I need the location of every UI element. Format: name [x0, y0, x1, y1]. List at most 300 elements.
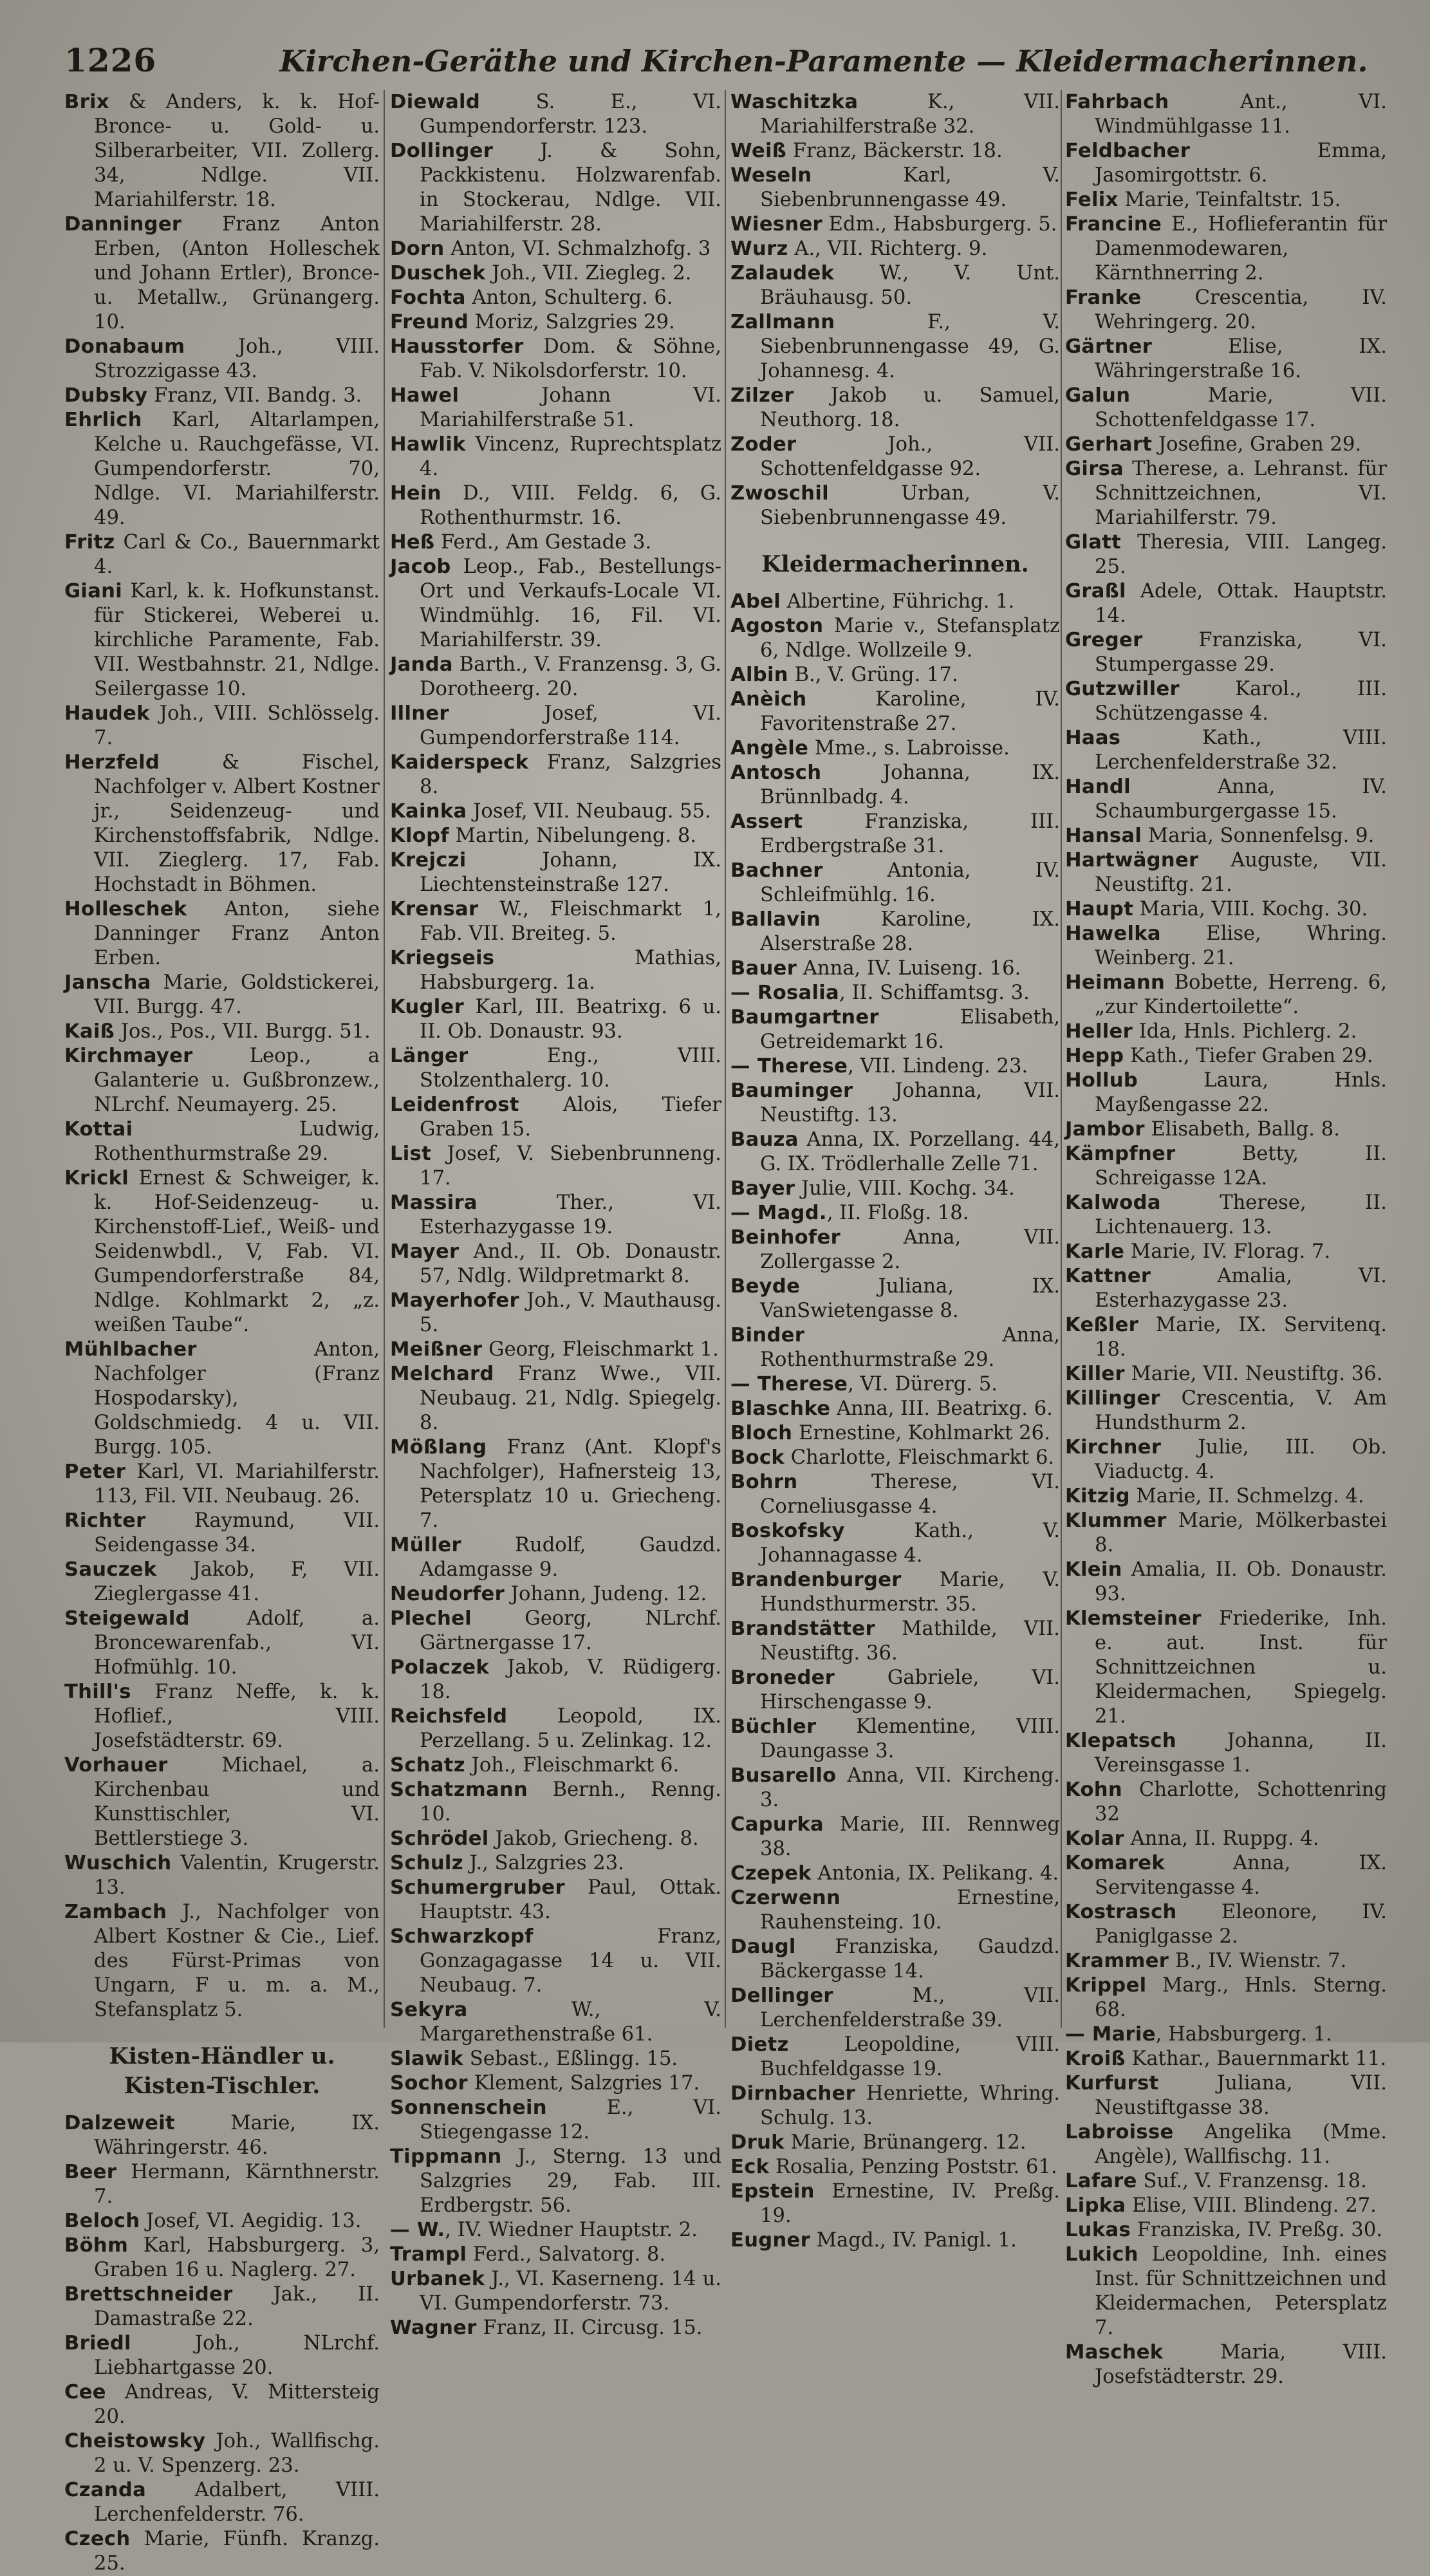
entry-surname: Bayer: [730, 1177, 795, 1200]
directory-entry: [1065, 2194, 1387, 2218]
entry-surname: Tippmann: [390, 2145, 502, 2168]
entry-details: J., Salzgries 23.: [463, 1852, 624, 1874]
entry-details: Magd., IV. Panigl. 1.: [810, 2229, 1017, 2252]
entry-details: Moriz, Salzgries 29.: [469, 311, 675, 333]
entry-surname: Franke: [1065, 286, 1142, 309]
entry-details: Marie, IX. Servitenq. 18.: [1095, 1314, 1387, 1361]
entry-surname: Gärtner: [1065, 335, 1153, 358]
entry-surname: Hollub: [1065, 1069, 1138, 1092]
entry-details: Hermann, Kärnthnerstr. 7.: [94, 2161, 380, 2208]
entry-details: Karl, k. k. Hofkunstanst. für Stickerei, Weberei u. kirchliche Paramente, Fab. VII. Westbahnstr. 21, Ndlge. Seilergasse 10.: [94, 580, 380, 700]
entry-surname: Giani: [64, 580, 123, 602]
entry-surname: Dollinger: [390, 140, 494, 162]
directory-entry: [390, 384, 721, 433]
entry-details: Josef, VI. Aegidig. 13.: [140, 2210, 362, 2232]
directory-entry: [390, 2071, 721, 2096]
entry-surname: Diewald: [390, 91, 481, 113]
directory-entry: [730, 139, 1060, 163]
entry-details: J., VI. Kaserneng. 14 u. VI. Gumpendorferstr. 73.: [420, 2268, 721, 2315]
entry-details: Johanna, VII. Neustiftg. 13.: [760, 1079, 1060, 1126]
entry-surname: Böhm: [64, 2234, 129, 2257]
entry-surname: Zoder: [730, 433, 797, 456]
entry-details: W., V. Unt. Bräuhausg. 50.: [760, 262, 1060, 309]
entry-surname: Duschek: [390, 262, 486, 285]
entry-details: B., V. Grüng. 17.: [788, 664, 958, 686]
entry-details: Anton, Nachfolger (Franz Hospodarsky), Goldschmiedg. 4 u. VII. Burgg. 105.: [94, 1338, 380, 1459]
entry-surname: Briedl: [64, 2332, 131, 2355]
entry-details: Elise, VIII. Blindeng. 27.: [1126, 2194, 1377, 2217]
directory-entry: [64, 1680, 380, 1753]
directory-entry: [730, 1862, 1060, 1886]
directory-entry: [1065, 2047, 1387, 2071]
entry-surname: Zambach: [64, 1901, 167, 1923]
directory-entry: [390, 1093, 721, 1142]
directory-entry: [64, 2160, 380, 2209]
entry-surname: Hawlik: [390, 433, 466, 456]
column-rule: [1061, 90, 1062, 2028]
entry-surname: Baumgartner: [730, 1006, 879, 1029]
page-header: [64, 37, 1390, 95]
entry-surname: Boskofsky: [730, 1520, 845, 1542]
entry-surname: Beer: [64, 2161, 117, 2183]
entry-details: Leop., a Galanterie u. Gußbronzew., NLrchf. Neumayerg. 25.: [94, 1045, 380, 1116]
entry-surname: Cheistowsky: [64, 2430, 206, 2452]
directory-entry: [64, 2282, 380, 2331]
directory-entry: [390, 1704, 721, 1753]
directory-entry: [390, 1240, 721, 1289]
entry-details: Franz, Salzgries 8.: [420, 751, 721, 798]
directory-entry: [64, 530, 380, 579]
entry-surname: Kottai: [64, 1118, 133, 1141]
entry-surname: Bachner: [730, 859, 823, 882]
entry-details: Karl, Habsburgerg. 3, Graben 16 u. Naglerg. 27.: [94, 2234, 380, 2281]
entry-surname: Handl: [1065, 776, 1131, 798]
directory-entry: [390, 2243, 721, 2267]
entry-details: Joh., Fleischmarkt 6.: [465, 1754, 680, 1777]
entry-details: Mme., s. Labroisse.: [808, 737, 1010, 760]
entry-surname: Hepp: [1065, 1045, 1124, 1067]
directory-entry: [1065, 1558, 1387, 1607]
directory-entry: [730, 761, 1060, 810]
entry-details: Amalia, II. Ob. Donaustr. 93.: [1095, 1558, 1387, 1605]
entry-surname: Melchard: [390, 1363, 494, 1385]
entry-details: W., V. Margarethenstraße 61.: [420, 1999, 721, 2046]
entry-details: Joh., Wallfischg. 2 u. V. Spenzerg. 23.: [94, 2430, 380, 2477]
entry-surname: Reichsfeld: [390, 1705, 508, 1728]
entry-surname: Epstein: [730, 2180, 815, 2203]
directory-entry: [1065, 1362, 1387, 1386]
column-rule: [725, 90, 726, 2028]
directory-entry: [1065, 1191, 1387, 1240]
entry-details: Edm., Habsburgerg. 5.: [822, 213, 1057, 236]
entry-surname: Ehrlich: [64, 409, 142, 431]
entry-surname: Brandenburger: [730, 1569, 902, 1591]
directory-entry: [730, 1984, 1060, 2033]
entry-surname: Weseln: [730, 164, 812, 187]
directory-entry: [730, 310, 1060, 384]
entry-surname: Krensar: [390, 898, 479, 920]
page-number: 1226: [64, 41, 157, 79]
directory-entry: [730, 2155, 1060, 2179]
directory-entry: [64, 384, 380, 408]
entry-surname: Länger: [390, 1045, 469, 1067]
directory-entry: [730, 2228, 1060, 2253]
directory-entry: [730, 614, 1060, 663]
directory-entry: [64, 1558, 380, 1607]
entry-details: J., Nachfolger von Albert Kostner & Cie., Lief. des Fürst-Primas von Ungarn, F u. m. a. M., Stefansplatz 5.: [94, 1901, 380, 2021]
directory-entry: [64, 897, 380, 971]
directory-entry: [390, 1191, 721, 1240]
directory-entry: [390, 481, 721, 530]
entry-surname: Fahrbach: [1065, 91, 1169, 113]
entry-details: Joh., V. Mauthausg. 5.: [420, 1289, 721, 1336]
entry-details: Therese, a. Lehranst. für Schnittzeichnen, VI. Mariahilferstr. 79.: [1095, 458, 1387, 529]
directory-entry: [390, 1607, 721, 1656]
entry-details: Ther., VI. Esterhazygasse 19.: [420, 1191, 721, 1238]
directory-entry: [390, 1582, 721, 1607]
entry-surname: Meißner: [390, 1338, 483, 1361]
entry-details: Marie, Fünfh. Kranzg. 25.: [94, 2528, 380, 2575]
directory-entry: [64, 751, 380, 897]
entry-surname: Leidenfrost: [390, 1094, 519, 1116]
directory-entry: [730, 1128, 1060, 1177]
directory-entry: [390, 335, 721, 384]
entry-details: Valentin, Krugerstr. 13.: [94, 1852, 380, 1899]
directory-entry: [64, 2429, 380, 2478]
directory-entry: [390, 946, 721, 995]
entry-surname: Girsa: [1065, 458, 1124, 480]
entry-details: Albertine, Führichg. 1.: [781, 590, 1015, 613]
entry-details: And., II. Ob. Donaustr. 57, Ndlg. Wildpretmarkt 8.: [420, 1240, 721, 1287]
directory-entry: [730, 1813, 1060, 1862]
entry-surname: Dorn: [390, 238, 445, 260]
entry-details: Joh., VII. Schottenfeldgasse 92.: [760, 433, 1060, 480]
entry-surname: Hartwägner: [1065, 849, 1199, 872]
entry-details: Marie, IV. Florag. 7.: [1124, 1240, 1331, 1263]
entry-details: Amalia, VI. Esterhazygasse 23.: [1095, 1265, 1387, 1312]
directory-entry: [730, 1446, 1060, 1470]
entry-surname: Hansal: [1065, 825, 1142, 847]
entry-surname: Klein: [1065, 1558, 1122, 1581]
entry-details: Henriette, Whring. Schulg. 13.: [760, 2082, 1060, 2129]
directory-entry: [390, 2096, 721, 2145]
entry-details: Franz Wwe., VII. Neubaug. 21, Ndlg. Spiegelg. 8.: [420, 1363, 721, 1434]
directory-entry: [730, 957, 1060, 981]
entry-details: Johann, Judeng. 12.: [505, 1583, 707, 1605]
directory-entry: [730, 163, 1060, 212]
directory-entry: [390, 1362, 721, 1435]
entry-surname: Felix: [1065, 189, 1119, 211]
directory-entry: [730, 1005, 1060, 1054]
entry-surname: Anèich: [730, 688, 807, 711]
entry-surname: Angèle: [730, 737, 809, 760]
directory-entry: [730, 237, 1060, 261]
entry-details: E., VI. Stiegengasse 12.: [420, 2096, 721, 2143]
entry-details: M., VII. Lerchenfelderstraße 39.: [760, 1984, 1060, 2031]
entry-surname: Hawel: [390, 384, 460, 407]
directory-entry: [390, 1876, 721, 1925]
entry-details: Eng., VIII. Stolzenthalerg. 10.: [420, 1045, 721, 1092]
entry-details: Franz, Gonzagagasse 14 u. VII. Neubaug. 7.: [420, 1925, 721, 1997]
entry-surname: Czerwenn: [730, 1887, 841, 1909]
directory-entry: [1065, 922, 1387, 971]
directory-entry: [730, 2082, 1060, 2131]
entry-surname: Neudorfer: [390, 1583, 505, 1605]
entry-surname: Hawelka: [1065, 922, 1161, 945]
entry-details: Marie, Teinfaltstr. 15.: [1118, 189, 1341, 211]
directory-entry: [1065, 1142, 1387, 1191]
entry-details: Kath., V. Johannagasse 4.: [760, 1520, 1060, 1567]
entry-details: Kath., Tiefer Graben 29.: [1124, 1045, 1373, 1067]
entry-surname: Thill's: [64, 1681, 131, 1703]
entry-details: Leopoldine, Inh. eines Inst. für Schnittzeichnen und Kleidermachen, Petersplatz 7.: [1095, 2243, 1387, 2339]
directory-entry: [1065, 1851, 1387, 1900]
directory-entry: [730, 859, 1060, 908]
directory-entry: [1065, 1509, 1387, 1558]
entry-details: , Habsburgerg. 1.: [1155, 2023, 1332, 2046]
directory-entry: [730, 908, 1060, 957]
entry-surname: Gutzwiller: [1065, 678, 1180, 700]
entry-details: , II. Schiffamtsg. 3.: [839, 982, 1030, 1004]
directory-entry: [390, 995, 721, 1044]
entry-surname: Trampl: [390, 2243, 467, 2266]
entry-surname: Haudek: [64, 702, 150, 725]
directory-entry: [1065, 212, 1387, 286]
entry-surname: Sochor: [390, 2072, 468, 2095]
entry-surname: Herzfeld: [64, 751, 160, 774]
directory-entry: [390, 702, 721, 751]
entry-surname: Steigewald: [64, 1607, 190, 1630]
entry-surname: Zilzer: [730, 384, 794, 407]
entry-details: Anna, IX. Servitengasse 4.: [1095, 1852, 1387, 1899]
entry-surname: Kroiß: [1065, 2048, 1126, 2070]
directory-entry: [730, 981, 1060, 1005]
directory-entry: [730, 1201, 1060, 1226]
entry-details: Anna, VII. Kircheng. 3.: [760, 1764, 1060, 1811]
entry-details: Karoline, IV. Favoritenstraße 27.: [760, 688, 1060, 735]
entry-details: Vincenz, Ruprechtsplatz 4.: [420, 433, 721, 480]
entry-details: Marie, VII. Neustiftg. 36.: [1124, 1363, 1383, 1385]
directory-entry: [64, 1607, 380, 1680]
directory-entry: [64, 1900, 380, 2022]
directory-entry: [64, 1044, 380, 1117]
entry-details: Marg., Hnls. Sterng. 68.: [1095, 1974, 1387, 2021]
directory-entry: [390, 1998, 721, 2047]
entry-surname: Schrödel: [390, 1827, 489, 1850]
entry-details: Maria, VIII. Josefstädterstr. 29.: [1095, 2341, 1387, 2388]
entry-details: Ida, Hnls. Pichlerg. 2.: [1132, 1020, 1357, 1043]
entry-details: & Fischel, Nachfolger v. Albert Kostner jr., Seidenzeug- und Kirchenstoffsfabrik, Ndlge. VII. Zieglerg. 17, Fab. Hochstadt in Böhmen.: [94, 751, 380, 896]
entry-surname: Antosch: [730, 761, 822, 784]
directory-entry: [390, 530, 721, 555]
entry-surname: Haas: [1065, 727, 1121, 749]
directory-entry: [730, 90, 1060, 139]
entry-surname: Klepatsch: [1065, 1730, 1176, 1752]
entry-surname: Illner: [390, 702, 449, 725]
entry-details: Ernestine, IV. Preßg. 19.: [760, 2180, 1060, 2227]
directory-entry: [390, 1044, 721, 1093]
entry-details: B., IV. Wienstr. 7.: [1169, 1950, 1347, 1972]
entry-surname: Schumergruber: [390, 1876, 565, 1899]
entry-details: Ernestine, Rauhensteing. 10.: [760, 1887, 1060, 1934]
entry-surname: — Marie: [1065, 2023, 1156, 2046]
directory-entry: [390, 897, 721, 946]
entry-surname: Dirnbacher: [730, 2082, 856, 2105]
entry-details: Carl & Co., Bauernmarkt 4.: [94, 531, 380, 578]
directory-entry: [390, 261, 721, 286]
directory-entry: [64, 2331, 380, 2380]
entry-surname: — W.: [390, 2219, 445, 2241]
directory-entry: [390, 1656, 721, 1704]
entry-surname: Binder: [730, 1324, 805, 1347]
entry-surname: Danninger: [64, 213, 182, 236]
entry-details: Klementine, VIII. Daungasse 3.: [760, 1715, 1060, 1762]
entry-details: Marie, V. Hundsthurmerstr. 35.: [760, 1569, 1060, 1616]
entry-surname: — Rosalia: [730, 982, 839, 1004]
entry-details: Laura, Hnls. Mayßengasse 22.: [1095, 1069, 1387, 1116]
directory-entry: [64, 1851, 380, 1900]
entry-surname: Agoston: [730, 615, 824, 637]
entry-details: A., VII. Richterg. 9.: [788, 238, 988, 260]
entry-details: Mathias, Habsburgerg. 1a.: [420, 947, 721, 994]
entry-surname: Czanda: [64, 2479, 147, 2501]
entry-surname: Fochta: [390, 286, 466, 309]
entry-details: Karl, VI. Mariahilferstr. 113, Fil. VII. Neubaug. 26.: [94, 1461, 380, 1507]
entry-details: , IV. Wiedner Hauptstr. 2.: [445, 2219, 698, 2241]
directory-entry: [730, 1421, 1060, 1446]
directory-entry: [1065, 188, 1387, 212]
directory-entry: [390, 2267, 721, 2316]
entry-details: Theresia, VIII. Langeg. 25.: [1095, 531, 1387, 578]
entry-details: D., VIII. Feldg. 6, G. Rothenthurmstr. 16.: [420, 482, 721, 529]
directory-entry: [1065, 530, 1387, 579]
entry-surname: Sauczek: [64, 1558, 157, 1581]
entry-details: Emma, Jasomirgottstr. 6.: [1095, 140, 1387, 187]
directory-entry: [1065, 1240, 1387, 1264]
entry-surname: Karle: [1065, 1240, 1125, 1263]
entry-details: Marie, Goldstickerei, VII. Burgg. 47.: [94, 971, 380, 1018]
entry-details: Maria, VIII. Kochg. 30.: [1133, 898, 1368, 920]
entry-details: Dom. & Söhne, Fab. V. Nikolsdorferstr. 10.: [420, 335, 721, 382]
directory-entry: [390, 139, 721, 237]
entry-surname: Peter: [64, 1461, 126, 1483]
entry-surname: Brandstätter: [730, 1618, 875, 1640]
entry-surname: Büchler: [730, 1715, 817, 1738]
entry-surname: Klemsteiner: [1065, 1607, 1202, 1630]
entry-details: Gabriele, VI. Hirschengasse 9.: [760, 1666, 1060, 1713]
directory-entry: [390, 1338, 721, 1362]
entry-details: Johanna, II. Vereinsgasse 1.: [1095, 1730, 1387, 1777]
entry-surname: Janscha: [64, 971, 151, 994]
directory-entry: [1065, 2218, 1387, 2243]
directory-entry: [390, 555, 721, 653]
directory-entry: [730, 1617, 1060, 1666]
entry-surname: Hausstorfer: [390, 335, 524, 358]
entry-details: Sebast., Eßlingg. 15.: [463, 2048, 678, 2070]
entry-details: Franz, Bäckerstr. 18.: [786, 140, 1003, 162]
directory-entry: [64, 2234, 380, 2282]
entry-details: , VI. Dürerg. 5.: [848, 1373, 998, 1395]
entry-surname: Massira: [390, 1191, 478, 1214]
entry-details: Karoline, IX. Alserstraße 28.: [760, 908, 1060, 955]
directory-entry: [730, 1323, 1060, 1372]
entry-details: Juliana, IX. VanSwietengasse 8.: [760, 1275, 1060, 1322]
entry-surname: Kalwoda: [1065, 1191, 1161, 1214]
directory-entry: [1065, 1484, 1387, 1509]
column-4: [1065, 90, 1387, 2388]
entry-details: Anna, IX. Porzellang. 44, G. IX. Trödlerhalle Zelle 71.: [760, 1128, 1060, 1175]
entry-surname: Bauminger: [730, 1079, 853, 1102]
entry-details: Georg, Fleischmarkt 1.: [482, 1338, 719, 1361]
directory-entry: [730, 1568, 1060, 1617]
entry-surname: Glatt: [1065, 531, 1121, 554]
entry-surname: Bauer: [730, 957, 797, 980]
entry-surname: Schulz: [390, 1852, 463, 1874]
directory-entry: [64, 335, 380, 384]
directory-entry: [730, 1079, 1060, 1128]
entry-details: Betty, II. Schreigasse 12A.: [1095, 1143, 1387, 1190]
directory-entry: [1065, 897, 1387, 922]
entry-details: Kath., VIII. Lerchenfelderstraße 32.: [1095, 727, 1387, 774]
entry-details: Kathar., Bauernmarkt 11.: [1125, 2048, 1387, 2070]
directory-entry: [730, 1177, 1060, 1201]
entry-surname: Eck: [730, 2156, 770, 2178]
entry-surname: Kaiß: [64, 1020, 115, 1043]
section-heading: Kleidermacherinnen.: [761, 551, 1029, 577]
entry-details: Joh., VIII. Strozzigasse 43.: [94, 335, 380, 382]
entry-surname: Krejczi: [390, 849, 467, 872]
entry-details: Martin, Nibelungeng. 8.: [449, 825, 697, 847]
directory-entry: [1065, 1900, 1387, 1949]
directory-entry: [390, 1435, 721, 1533]
directory-entry: [1065, 2243, 1387, 2340]
entry-surname: Sonnenschein: [390, 2096, 547, 2119]
entry-details: Franziska, IV. Preßg. 30.: [1130, 2219, 1383, 2241]
entry-surname: Donabaum: [64, 335, 185, 358]
directory-entry: [1065, 1264, 1387, 1313]
entry-details: Julie, VIII. Kochg. 34.: [795, 1177, 1015, 1200]
entry-surname: Weiß: [730, 140, 787, 162]
directory-entry: [390, 1533, 721, 1582]
directory-entry: [730, 1764, 1060, 1813]
entry-surname: Kitzig: [1065, 1485, 1130, 1507]
directory-entry: [64, 579, 380, 702]
entry-details: Leop., Fab., Bestellungs-Ort und Verkaufs-Locale VI. Windmühlg. 16, Fil. VI. Mariahilferstr. 39.: [420, 555, 721, 651]
entry-surname: Krickl: [64, 1167, 129, 1190]
entry-details: Marie, VII. Schottenfeldgasse 17.: [1095, 384, 1387, 431]
entry-surname: Kämpfner: [1065, 1143, 1176, 1165]
entry-details: Urban, V. Siebenbrunnengasse 49.: [760, 482, 1060, 529]
entry-surname: — Therese: [730, 1373, 848, 1395]
directory-entry: [1065, 2022, 1387, 2047]
entry-surname: Kirchner: [1065, 1436, 1162, 1459]
entry-surname: Heller: [1065, 1020, 1133, 1043]
entry-details: Johann, IX. Liechtensteinstraße 127.: [420, 849, 721, 896]
entry-surname: Haupt: [1065, 898, 1134, 920]
directory-entry: [730, 1274, 1060, 1323]
directory-entry: [390, 1778, 721, 1827]
entry-surname: Busarello: [730, 1764, 837, 1787]
directory-entry: [1065, 1313, 1387, 1362]
directory-entry: [1065, 1117, 1387, 1142]
entry-details: Marie, III. Rennweg 38.: [760, 1813, 1060, 1860]
entry-surname: Gerhart: [1065, 433, 1153, 456]
directory-entry: [390, 286, 721, 310]
directory-entry: [1065, 726, 1387, 775]
entry-details: Franz Neffe, k. k. Hoflief., VIII. Josefstädterstr. 69.: [94, 1681, 380, 1752]
entry-details: Angelika (Mme. Angèle), Wallfischg. 11.: [1095, 2121, 1387, 2168]
entry-details: Josef, VII. Neubaug. 55.: [467, 800, 711, 823]
